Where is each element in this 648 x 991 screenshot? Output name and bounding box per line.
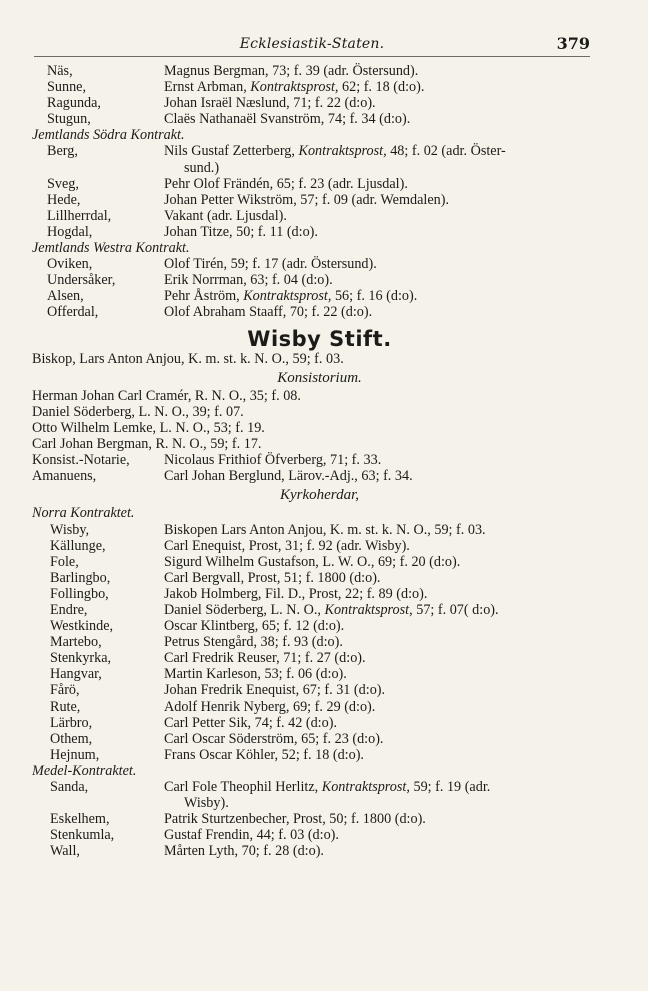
list-item xyxy=(32,715,607,731)
entry-text xyxy=(164,95,607,111)
list-item xyxy=(32,747,607,763)
entry-main-text: Carl Bergvall, Prost, 51; f. 1800 (d:o). xyxy=(164,569,381,586)
place-name: Stenkyrka, xyxy=(50,650,112,667)
list-item xyxy=(32,256,607,272)
role-title: Amanuens, xyxy=(32,468,97,485)
place-name: Hejnum, xyxy=(50,746,100,763)
place-name: Lillherrdal, xyxy=(47,207,112,224)
list-item xyxy=(32,699,607,715)
place-name: Westkinde, xyxy=(50,618,114,635)
list-item xyxy=(32,618,607,634)
entry-main-text: Carl Oscar Söderström, 65; f. 23 (d:o). xyxy=(164,730,384,747)
place-name: Berg, xyxy=(47,143,78,160)
list-item xyxy=(32,843,607,859)
entry-after-text: 56; f. 16 (d:o). xyxy=(331,288,418,305)
entry-text xyxy=(164,682,607,698)
place-name: Endre, xyxy=(50,602,88,618)
konsistorium-member: Otto Wilhelm Lemke, L. N. O., 53; f. 19. xyxy=(32,419,265,436)
entry-text xyxy=(164,811,607,827)
list-item xyxy=(32,586,607,602)
list-item xyxy=(32,192,607,208)
place-name: Oviken, xyxy=(47,256,93,273)
entry-main-text: Olof Tirén, 59; f. 17 (adr. Östersund). xyxy=(164,256,377,273)
entry-main-text: Johan Titze, 50; f. 11 (d:o). xyxy=(164,223,318,240)
entry-text xyxy=(164,715,607,731)
entry-main-text: Carl Enequist, Prost, 31; f. 92 (adr. Wisby). xyxy=(164,537,410,554)
entry-text xyxy=(164,143,607,159)
role-holder: Nicolaus Frithiof Öfverberg, 71; f. 33. xyxy=(164,452,382,469)
entry-main-text: Oscar Klintberg, 65; f. 12 (d:o). xyxy=(164,618,345,635)
place-name: Sanda, xyxy=(50,779,89,796)
top-entry-list xyxy=(32,63,607,127)
section-heading-sodra: Jemtlands Södra Kontrakt. xyxy=(32,127,185,144)
running-title: Ecklesiastik-Staten. xyxy=(239,36,385,52)
konsistorium-role xyxy=(32,452,607,468)
entry-text xyxy=(164,618,607,634)
entry-main-text: Pehr Olof Frändén, 65; f. 23 (adr. Ljusdal). xyxy=(164,175,408,192)
entry-main-text: Daniel Söderberg, L. N. O., xyxy=(164,602,325,618)
entry-main-text: Carl Fredrik Reuser, 71; f. 27 (d:o). xyxy=(164,650,366,667)
entry-after-text: 62; f. 18 (d:o). xyxy=(338,79,425,96)
entry-title-italic: Kontraktsprost, xyxy=(250,79,339,96)
list-item xyxy=(32,288,607,304)
list-item xyxy=(32,111,607,127)
entry-text xyxy=(164,192,607,208)
list-item xyxy=(32,731,607,747)
place-name: Källunge, xyxy=(50,537,106,554)
entry-text xyxy=(164,699,607,715)
place-name: Wisby, xyxy=(50,521,90,538)
place-name: Stenkumla, xyxy=(50,827,115,844)
list-item xyxy=(32,522,607,538)
entry-main-text: Sigurd Wilhelm Gustafson, L. W. O., 69; f. 20 (d:o). xyxy=(164,553,461,570)
konsistorium-member: Carl Johan Bergman, R. N. O., 59; f. 17. xyxy=(32,436,262,453)
page-number: 379 xyxy=(556,34,590,53)
entry-text xyxy=(164,650,607,666)
bishop-line: Biskop, Lars Anton Anjou, K. m. st. k. N. O., 59; f. 03. xyxy=(32,350,344,367)
entry-text xyxy=(164,208,607,224)
entry-main-text: Erik Norrman, 63; f. 04 (d:o). xyxy=(164,272,333,289)
entry-text xyxy=(164,843,607,859)
entry-main-text: Nils Gustaf Zetterberg, xyxy=(164,143,299,160)
place-name: Sunne, xyxy=(47,79,87,96)
entry-continuation: sund.) xyxy=(184,159,220,176)
role-holder: Carl Johan Berglund, Lärov.-Adj., 63; f. 34. xyxy=(164,468,413,485)
list-item xyxy=(32,143,607,159)
entry-title-italic: Kontraktsprost, xyxy=(324,602,413,618)
place-name: Martebo, xyxy=(50,634,102,651)
entry-main-text: Patrik Sturtzenbecher, Prost, 50; f. 1800 (d:o). xyxy=(164,811,426,828)
konsistorium-role-list xyxy=(32,452,607,484)
medel-entry-list xyxy=(32,779,607,859)
list-item xyxy=(32,666,607,682)
section-heading-norra: Norra Kontraktet. xyxy=(32,505,135,522)
list-item xyxy=(32,538,607,554)
entry-text xyxy=(164,731,607,747)
entry-text xyxy=(164,111,607,127)
section-heading-medel: Medel-Kontraktet. xyxy=(32,762,137,779)
entry-main-text: Gustaf Frendin, 44; f. 03 (d:o). xyxy=(164,827,339,844)
entry-continuation: Wisby). xyxy=(184,795,229,812)
stift-title: Wisby Stift. xyxy=(247,326,392,351)
kyrkoherdar-heading: Kyrkoherdar, xyxy=(279,487,360,504)
entry-text xyxy=(164,522,607,538)
place-name: Offerdal, xyxy=(47,304,99,321)
place-name: Ragunda, xyxy=(47,95,101,112)
page-header xyxy=(34,34,590,57)
entry-text xyxy=(164,666,607,682)
entry-main-text: Carl Petter Sik, 74; f. 42 (d:o). xyxy=(164,714,337,731)
entry-main-text: Carl Fole Theophil Herlitz, xyxy=(164,779,322,796)
entry-main-text: Olof Abraham Staaff, 70; f. 22 (d:o). xyxy=(164,304,373,321)
place-name: Alsen, xyxy=(47,288,84,305)
entry-text xyxy=(164,63,607,79)
konsistorium-member: Daniel Söderberg, L. N. O., 39; f. 07. xyxy=(32,403,244,420)
place-name: Sveg, xyxy=(47,175,79,192)
list-item xyxy=(32,208,607,224)
entry-text xyxy=(164,747,607,763)
place-name: Othem, xyxy=(50,730,93,747)
list-item xyxy=(32,95,607,111)
list-item xyxy=(32,779,607,795)
entry-text xyxy=(164,827,607,843)
list-item xyxy=(32,176,607,192)
entry-main-text: Magnus Bergman, 73; f. 39 (adr. Östersund). xyxy=(164,63,419,79)
entry-main-text: Johan Petter Wikström, 57; f. 09 (adr. Wemdalen). xyxy=(164,191,450,208)
entry-text xyxy=(164,272,607,288)
entry-main-text: Ernst Arbman, xyxy=(164,79,251,96)
entry-text xyxy=(164,256,607,272)
entry-text xyxy=(164,570,607,586)
entry-text xyxy=(164,176,607,192)
list-item xyxy=(32,224,607,240)
place-name: Fårö, xyxy=(50,682,80,699)
list-item xyxy=(32,634,607,650)
place-name: Hogdal, xyxy=(47,223,93,240)
entry-main-text: Petrus Stengård, 38; f. 93 (d:o). xyxy=(164,634,343,651)
entry-title-italic: Kontraktsprost, xyxy=(321,779,410,796)
list-item xyxy=(32,811,607,827)
entry-text xyxy=(164,288,607,304)
list-item xyxy=(32,682,607,698)
konsistorium-heading: Konsistorium. xyxy=(277,369,362,386)
entry-after-text: 59; f. 19 (adr. xyxy=(409,779,491,796)
entry-main-text: Martin Karleson, 53; f. 06 (d:o). xyxy=(164,666,347,683)
entry-after-text: 48; f. 02 (adr. Öster- xyxy=(386,143,506,160)
konsistorium-member-list xyxy=(32,388,607,452)
entry-text xyxy=(164,779,607,795)
entry-main-text: Pehr Åström, xyxy=(164,288,244,305)
place-name: Barlingbo, xyxy=(50,569,111,586)
place-name: Wall, xyxy=(50,843,80,860)
entry-text xyxy=(164,586,607,602)
entry-main-text: Jakob Holmberg, Fil. D., Prost, 22; f. 89 (d:o). xyxy=(164,585,428,602)
entry-after-text: 57; f. 07( d:o). xyxy=(412,602,499,618)
entry-text xyxy=(164,538,607,554)
place-name: Hede, xyxy=(47,191,81,208)
place-name: Fole, xyxy=(50,553,79,570)
place-name: Undersåker, xyxy=(47,272,116,289)
entry-main-text: Frans Oscar Köhler, 52; f. 18 (d:o). xyxy=(164,746,364,763)
konsistorium-role xyxy=(32,468,607,484)
list-item xyxy=(32,650,607,666)
list-item xyxy=(32,304,607,320)
norra-entry-list xyxy=(32,522,607,763)
entry-main-text: Biskopen Lars Anton Anjou, K. m. st. k. N. O., 59; f. 03. xyxy=(164,521,486,538)
entry-main-text: Claës Nathanaël Svanström, 74; f. 34 (d:o). xyxy=(164,111,411,128)
entry-text xyxy=(164,304,607,320)
place-name: Rute, xyxy=(50,698,81,715)
entry-title-italic: Kontraktsprost, xyxy=(298,143,387,160)
entry-text xyxy=(164,224,607,240)
entry-main-text: Vakant (adr. Ljusdal). xyxy=(164,207,287,224)
entry-main-text: Adolf Henrik Nyberg, 69; f. 29 (d:o). xyxy=(164,698,376,715)
entry-title-italic: Kontraktsprost, xyxy=(243,288,332,305)
list-item xyxy=(32,63,607,79)
list-item xyxy=(32,554,607,570)
place-name: Stugun, xyxy=(47,111,91,128)
place-name: Lärbro, xyxy=(50,714,93,731)
konsistorium-member: Herman Johan Carl Cramér, R. N. O., 35; f. 08. xyxy=(32,387,301,404)
role-title: Konsist.-Notarie, xyxy=(32,452,130,469)
list-item xyxy=(32,570,607,586)
page-content xyxy=(32,63,607,860)
place-name: Follingbo, xyxy=(50,585,109,602)
list-item xyxy=(32,827,607,843)
place-name: Hangvar, xyxy=(50,666,102,683)
entry-text xyxy=(164,79,607,95)
entry-main-text: Johan Israël Næslund, 71; f. 22 (d:o). xyxy=(164,95,376,112)
entry-text xyxy=(164,554,607,570)
entry-main-text: Mårten Lyth, 70; f. 28 (d:o). xyxy=(164,843,324,860)
sodra-entry-list xyxy=(32,143,607,240)
list-item xyxy=(32,272,607,288)
entry-main-text: Johan Fredrik Enequist, 67; f. 31 (d:o). xyxy=(164,682,386,699)
westra-entry-list xyxy=(32,256,607,320)
entry-text xyxy=(164,602,607,618)
section-heading-westra: Jemtlands Westra Kontrakt. xyxy=(32,240,190,257)
list-item xyxy=(32,602,607,618)
place-name: Näs, xyxy=(47,63,73,79)
entry-text xyxy=(164,634,607,650)
list-item xyxy=(32,79,607,95)
place-name: Eskelhem, xyxy=(50,811,110,828)
